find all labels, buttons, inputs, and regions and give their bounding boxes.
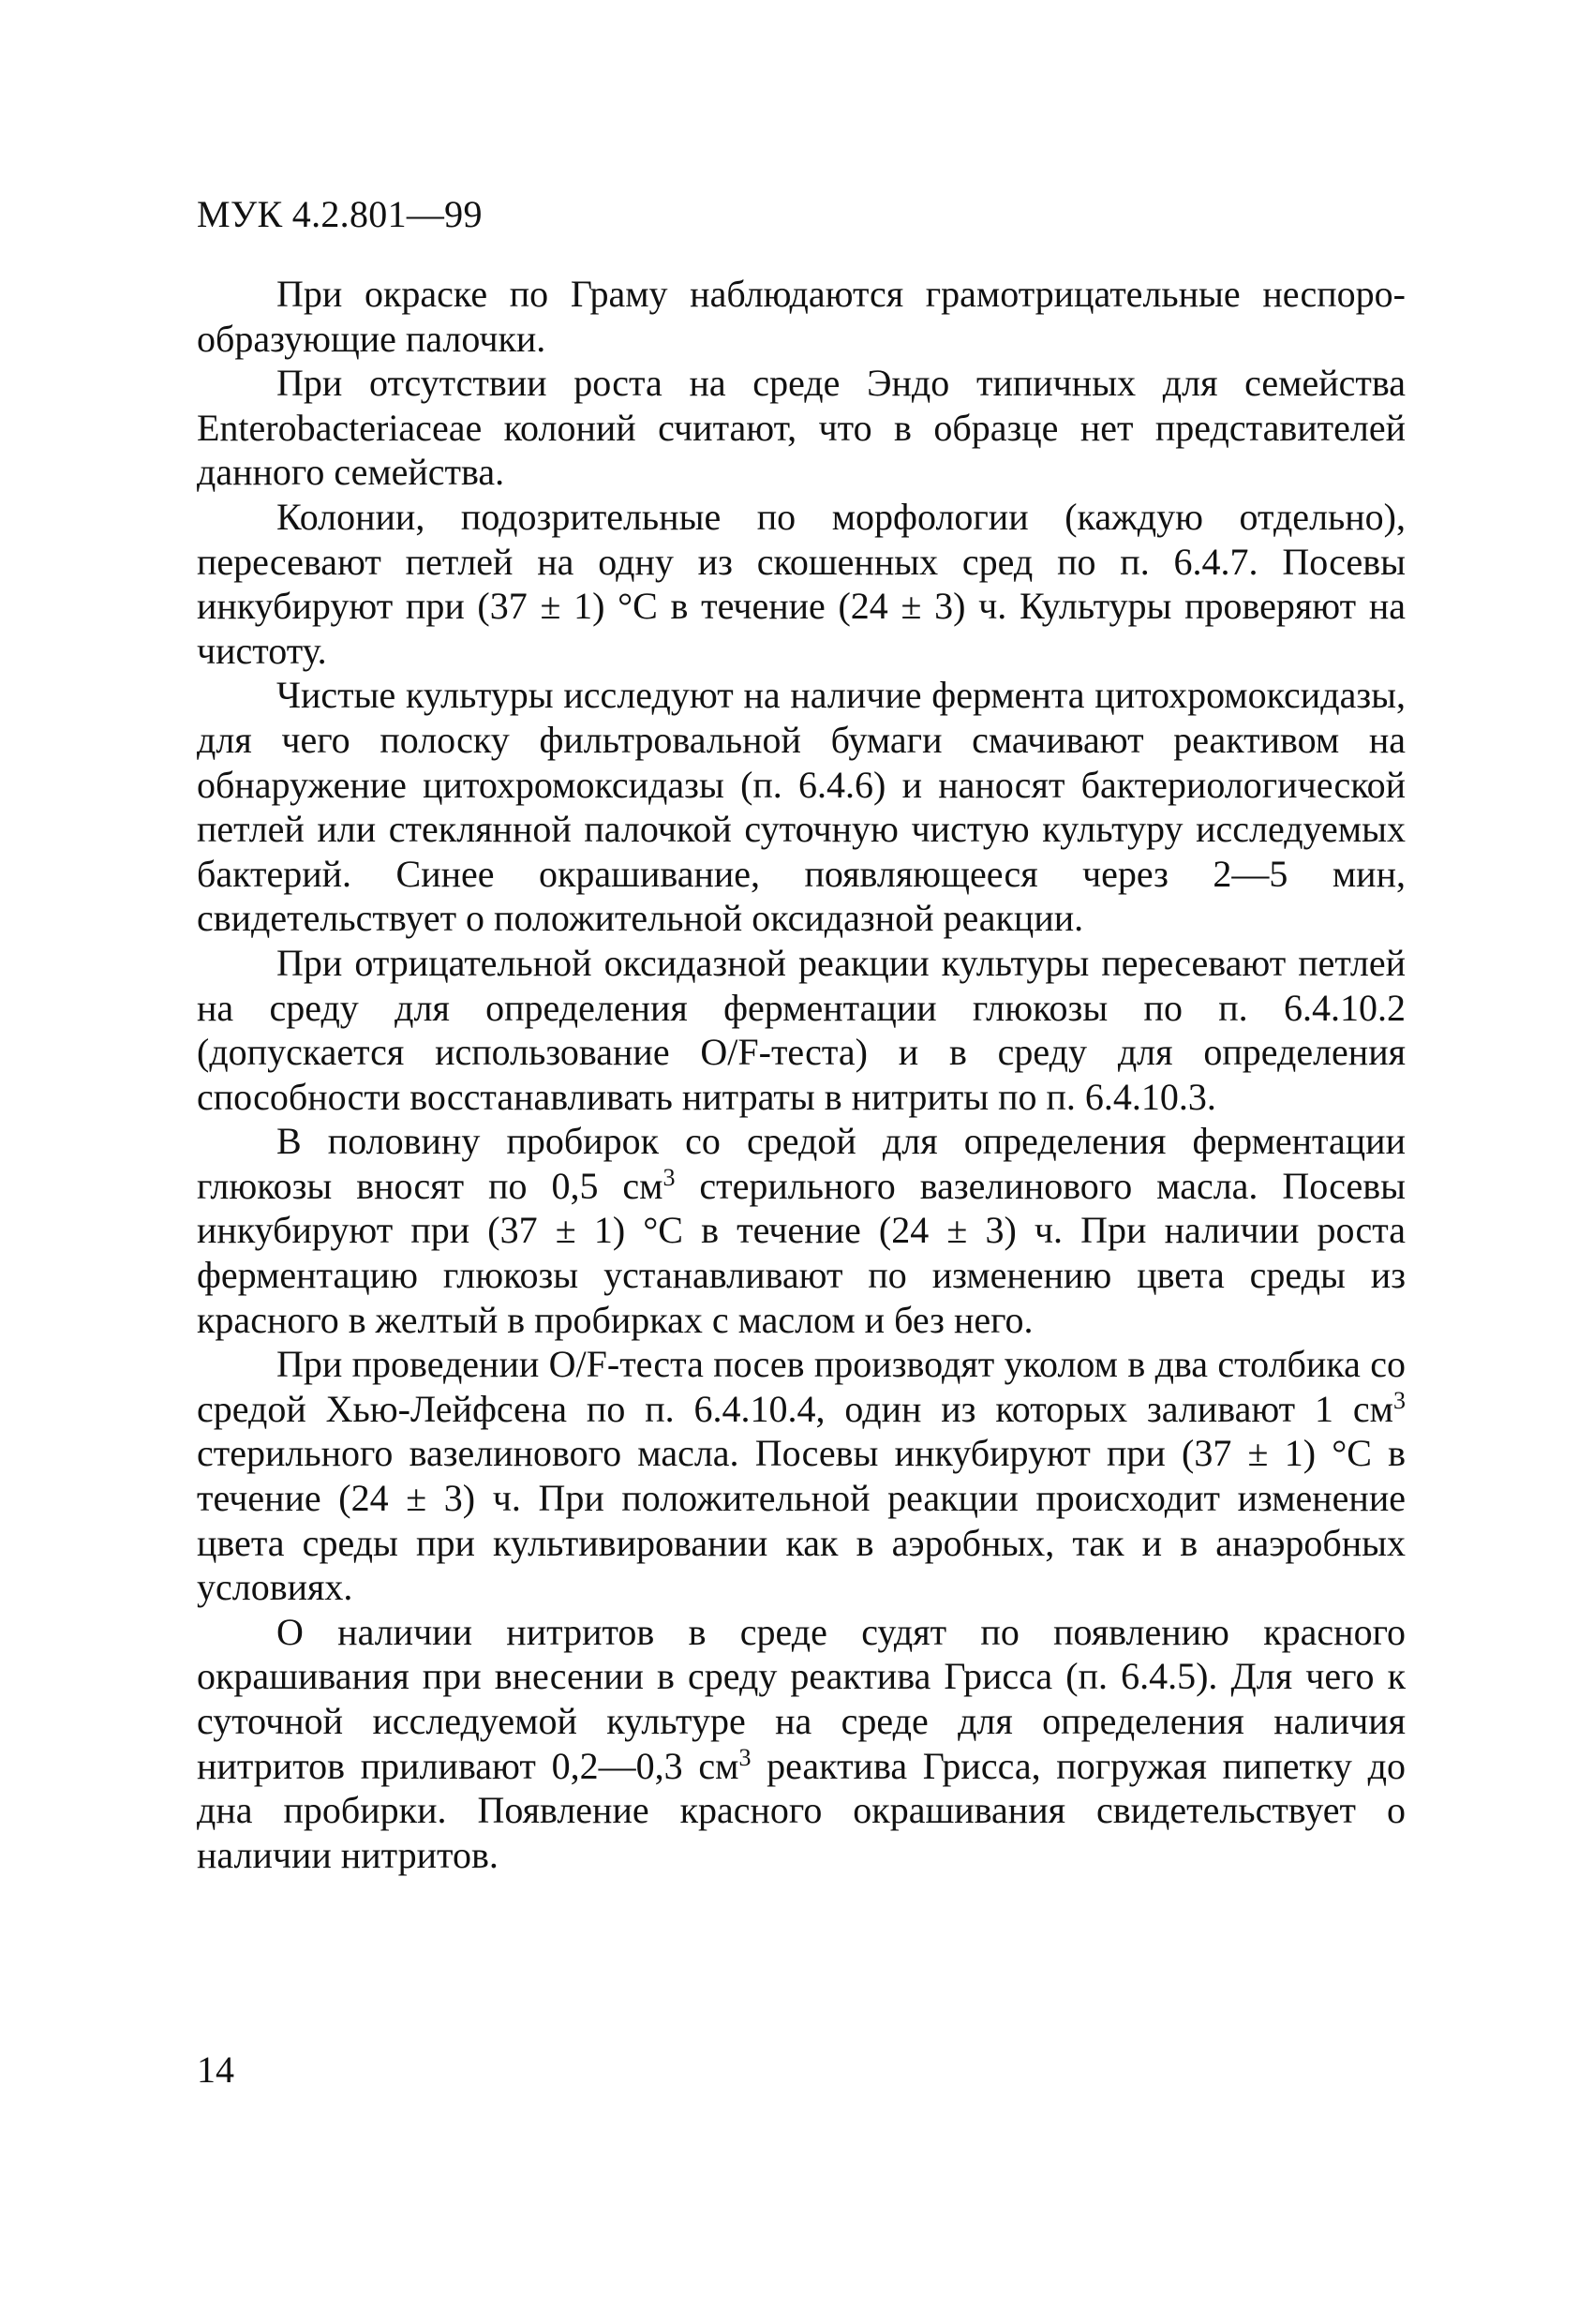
paragraph-negative-oxidase: При отрицательной оксидазной реакции культуры пересевают петлей на среду для определения ферментации глюкозы по п. 6.4.10.2 (допускается использование O/F-теста) и в среду для определения способности восстанавливать нитраты в нитриты по п. 6.4.10.3. xyxy=(197,941,1406,1118)
paragraph-nitrites xyxy=(197,1610,1406,1878)
text-run: О наличии нитритов в среде судят по появлению красного окрашивания при внесении в среду реактива Грисса (п. 6.4.5). Для чего к суточной исследуемой культуре на среде для определения наличия нитритов приливают 0,2—0,3 см xyxy=(197,1610,1406,1787)
text-run: В половину пробирок со средой для определения ферментации глюкозы вносят по 0,5 см xyxy=(197,1120,1406,1207)
text-run: стерильного вазелинового масла. Посевы инкубируют при (37 ± 1) °С в течение (24 ± 3) ч. При положительной реакции происходит изменение цвета среды при культивировании как в аэробных, так и в анаэробных условиях. xyxy=(197,1432,1406,1609)
superscript: 3 xyxy=(663,1163,676,1191)
paragraph-of-test xyxy=(197,1342,1406,1610)
paragraph-endo-medium: При отсутствии роста на среде Эндо типичных для семейства Enterobacteriaceae колоний считают, что в образце нет представителей данного семейства. xyxy=(197,362,1406,494)
paragraph-oxidase-test: Чистые культуры исследуют на наличие фермента цитохромоксидазы, для чего полоску фильтровальной бумаги смачивают реактивом на обнаружение цитохромоксидазы (п. 6.4.6) и наносят бактериологической петлей или стеклянной палочкой суточную чистую культуру исследуемых бактерий. Синее окрашивание, появляющееся через 2—5 мин, свидетельствует о положительной оксидазной реакции. xyxy=(197,674,1406,940)
superscript: 3 xyxy=(738,1743,752,1771)
paragraph-colonies: Колонии, подозрительные по морфологии (каждую отдельно), пересевают петлей на одну из скошенных сред по п. 6.4.7. Посевы инкубируют при (37 ± 1) °С в течение (24 ± 3) ч. Культуры проверяют на чистоту. xyxy=(197,495,1406,672)
paragraph-gram-stain: При окраске по Граму наблюдаются грамотрицательные неспорообразующие палочки. xyxy=(197,273,1406,360)
text-run: реактива Грисса, погружая пипетку до дна пробирки. Появление красного окрашивания свидетельствует о наличии нитритов. xyxy=(197,1744,1406,1876)
document-header: МУК 4.2.801—99 xyxy=(197,193,483,235)
text-run: стерильного вазелинового масла. Посевы инкубируют при (37 ± 1) °С в течение (24 ± 3) ч. При наличии роста ферментацию глюкозы устанавливают по изменению цвета среды из красного в желтый в пробирках с маслом и без него. xyxy=(197,1164,1406,1341)
paragraph-glucose-fermentation xyxy=(197,1119,1406,1342)
superscript: 3 xyxy=(1393,1386,1406,1414)
page-number: 14 xyxy=(197,2048,234,2091)
text-run: При проведении O/F-теста посев производят уколом в два столбика со средой Хью-Лейфсена по п. 6.4.10.4, один из которых заливают 1 см xyxy=(197,1343,1406,1430)
document-body xyxy=(197,272,1406,1877)
